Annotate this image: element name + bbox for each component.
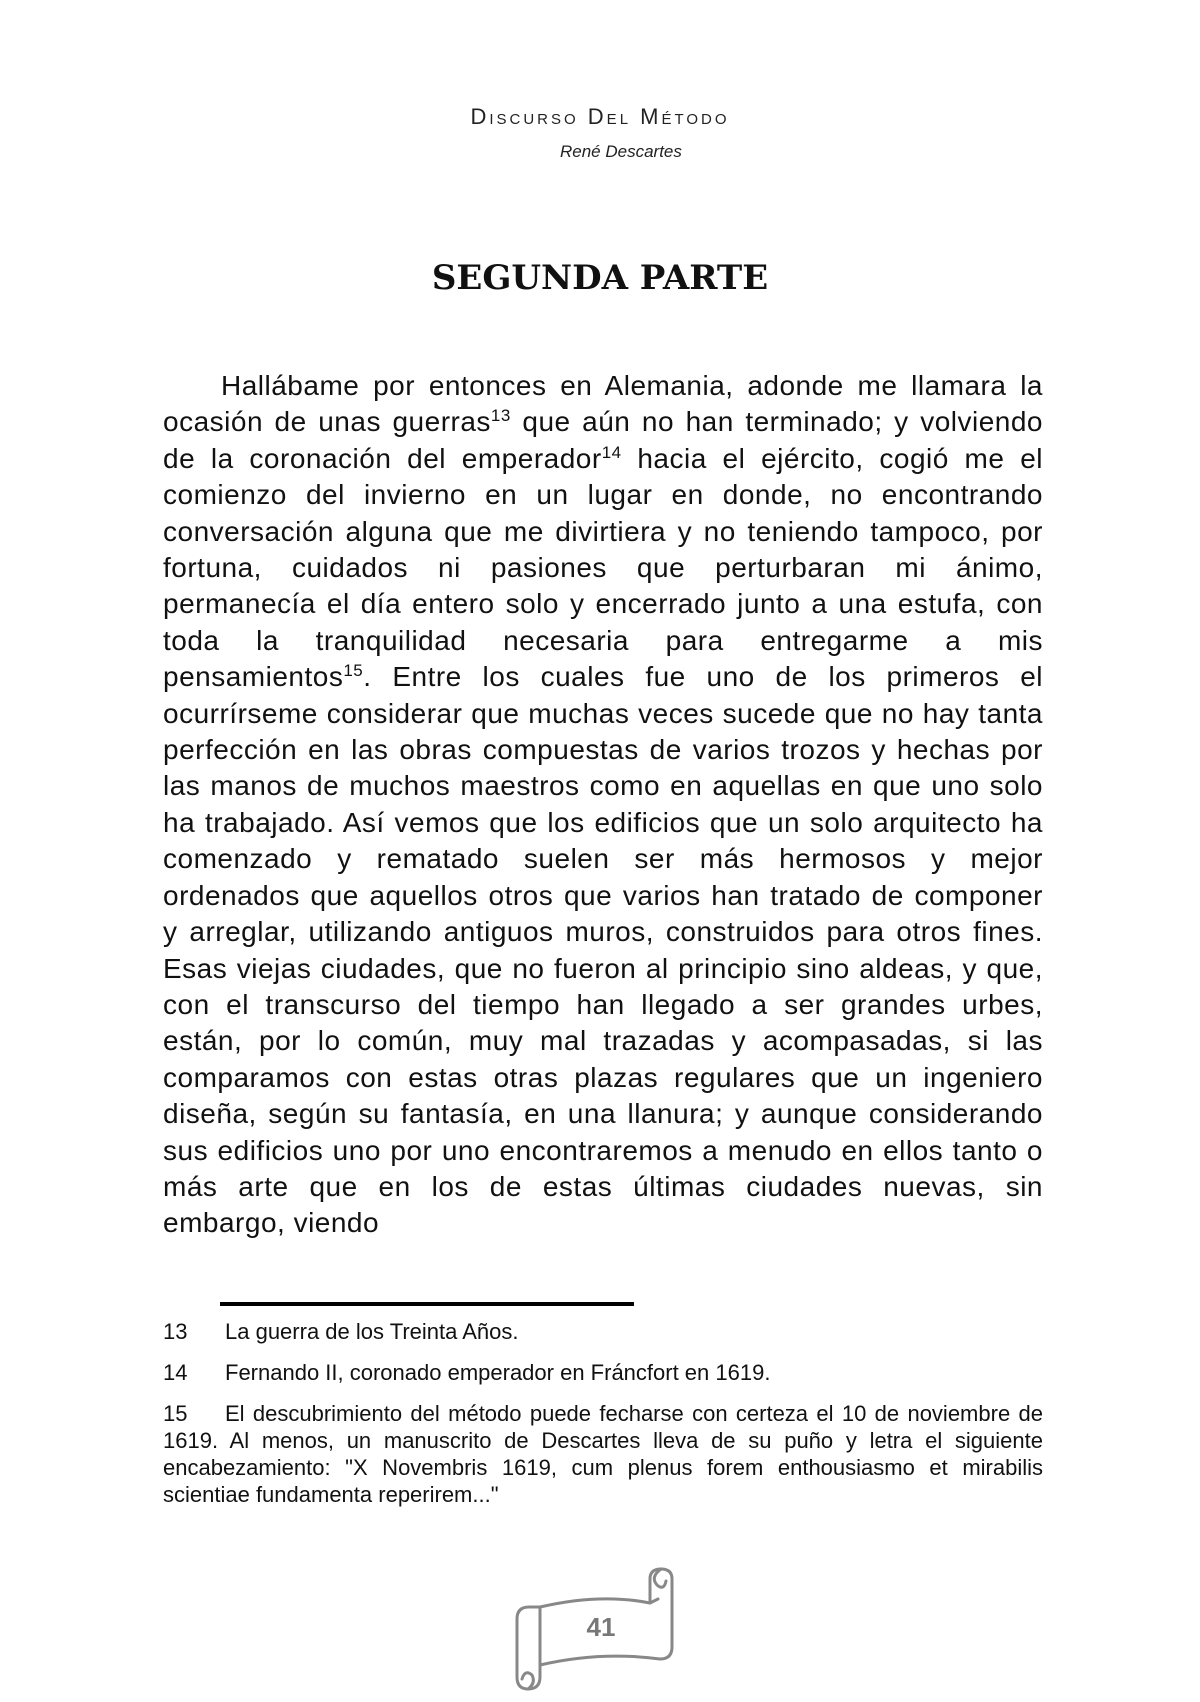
footnote-text: La guerra de los Treinta Años. — [225, 1319, 519, 1344]
footnote-13 — [163, 1318, 1043, 1345]
chapter-title: SEGUNDA PARTE — [431, 258, 769, 298]
body-text-part: Hallábame por entonces en Alemania, adonde me llamara la ocasión de unas guerras — [163, 370, 1043, 438]
footnote-15 — [163, 1400, 1043, 1508]
footnote-separator — [220, 1302, 634, 1306]
body-text-part: hacia el ejército, cogió me el comienzo del invierno en un lugar en donde, no encontrando conversación alguna que me divirtiera y no teniendo tampoco, por fortuna, cuidados ni pasiones que perturbaran mi ánimo, permanecía el día entero solo y encerrado junto a una estufa, con toda la tranquilidad necesaria para entregarme a mis pensamientos — [163, 442, 1043, 693]
running-head-title: Discurso Del Método — [470, 104, 730, 129]
footnotes — [163, 1318, 1043, 1522]
footnote-ref-13: 13 — [490, 406, 511, 426]
running-head-author: René Descartes — [560, 142, 682, 161]
footnote-number: 13 — [163, 1319, 188, 1344]
footnote-ref-14: 14 — [601, 442, 622, 462]
footnote-text: El descubrimiento del método puede fecharse con certeza el 10 de noviembre de 1619. Al menos, un manuscrito de Descartes lleva de su puño y letra el siguiente encabezamiento: "X Novembris 1619, cum plenus forem enthousiasmo et mirabilis scientiae fundamenta reperirem..." — [163, 1401, 1043, 1507]
body-text-part: que aún no han terminado; y volviendo de la coronación del emperador — [163, 406, 1043, 474]
body-paragraph — [163, 368, 1043, 1242]
footnote-number: 14 — [163, 1360, 188, 1385]
footnote-text: Fernando II, coronado emperador en Fráncfort en 1619. — [225, 1360, 771, 1385]
footnote-14 — [163, 1359, 1043, 1386]
body-text-part: . Entre los cuales fue uno de los primeros el ocurrírseme considerar que muchas veces sucede que no hay tanta perfección en las obras compuestas de varios trozos y hechas por las manos de muchos maestros como en aquellas en que uno solo ha trabajado. Así vemos que los edificios que un solo arquitecto ha comenzado y rematado suelen ser más hermosos y mejor ordenados que aquellos otros que varios han tratado de componer y arreglar, utilizando antiguos muros, construidos para otros fines. Esas viejas ciudades, que no fueron al principio sino aldeas, y que, con el transcurso del tiempo han llegado a ser grandes urbes, están, por lo común, muy mal trazadas y acompasadas, si las comparamos con estas otras plazas regulares que un ingeniero diseña, según su fantasía, en una llanura; y aunque considerando sus edificios uno por uno encontraremos a menudo en ellos tanto o más arte que en los de estas últimas ciudades nuevas, sin embargo, viendo — [163, 661, 1043, 1239]
footnote-ref-15: 15 — [343, 661, 364, 681]
page-number: 41 — [586, 1612, 616, 1642]
footnote-number: 15 — [163, 1401, 188, 1426]
